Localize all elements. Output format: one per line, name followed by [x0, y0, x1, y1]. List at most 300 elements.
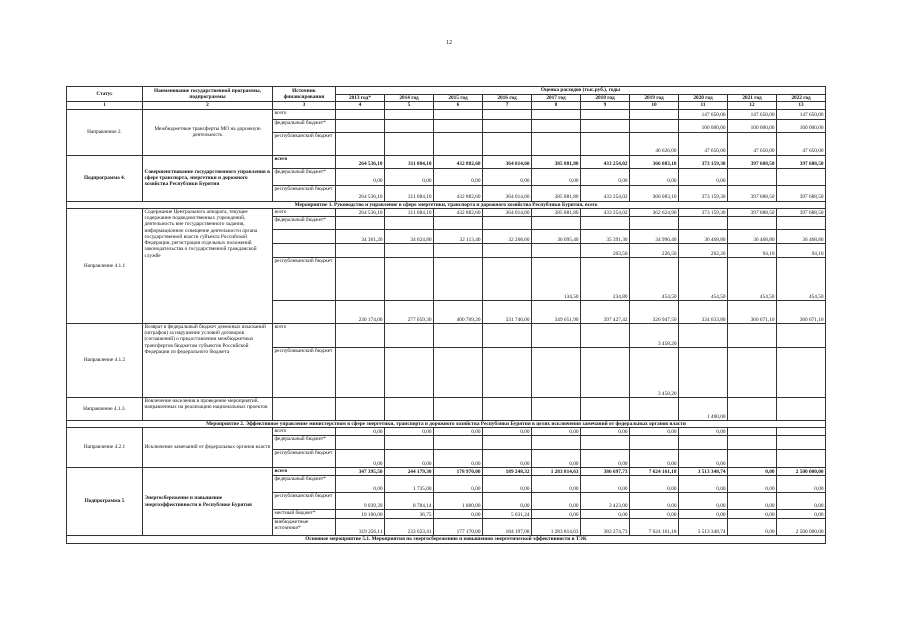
funding-source-cell: республиканский бюджет — [273, 347, 336, 397]
amount-cell: 0,00 — [385, 450, 434, 468]
amount-cell — [483, 347, 532, 397]
status-cell: Направление 2. — [67, 109, 143, 155]
amount-cell — [777, 436, 826, 450]
amount-cell: 36 468,80 — [728, 229, 777, 243]
amount-cell — [777, 323, 826, 347]
activity-heading: Мероприятие 1. Руководство и управление в сфере энергетики, транспорта и дорожного хозяйства Республики Бурятия, всего — [67, 201, 826, 208]
amount-cell — [483, 397, 532, 420]
amount-cell — [581, 436, 630, 450]
amount-cell: 47 650,00 — [728, 132, 777, 155]
amount-cell: 36 095,40 — [532, 229, 581, 243]
amount-cell: 36 468,80 — [679, 229, 728, 243]
amount-cell: 277 059,30 — [385, 300, 434, 323]
amount-cell: 0,00 — [532, 168, 581, 185]
amount-cell: 360 671,10 — [728, 300, 777, 323]
amount-cell — [483, 109, 532, 119]
amount-cell — [483, 119, 532, 132]
amount-cell: 432 882,60 — [434, 155, 483, 168]
amount-cell: 0,00 — [630, 510, 679, 519]
amount-cell — [581, 132, 630, 155]
funding-source-cell: республиканский бюджет — [273, 493, 336, 510]
activity-heading: Мероприятие 2. Эффективное управление министерством в сфере энергетики, транспорта и дорожного хозяйства Республики Бурятия в целях исключения замечаний от федеральных органов власти — [67, 420, 826, 427]
amount-cell: 264 536,10 — [336, 185, 385, 201]
budget-table-container — [66, 86, 825, 544]
amount-cell: 400 769,20 — [434, 300, 483, 323]
funding-source-cell: всего — [273, 468, 336, 476]
amount-cell: 9 039,39 — [336, 493, 385, 510]
status-cell: Направление 4.1.2 — [67, 323, 143, 397]
amount-cell: 1 735,00 — [385, 476, 434, 493]
amount-cell: 230 174,00 — [336, 300, 385, 323]
funding-source-cell — [273, 243, 336, 257]
funding-source-cell: всего — [273, 428, 336, 436]
amount-cell: 3 423,00 — [581, 493, 630, 510]
funding-source-cell: республиканский бюджет — [273, 132, 336, 155]
funding-source-cell: всего — [273, 109, 336, 119]
amount-cell: 433 254,02 — [581, 155, 630, 168]
amount-cell: 0,00 — [630, 476, 679, 493]
amount-cell: 35 391,30 — [581, 229, 630, 243]
amount-cell — [728, 428, 777, 436]
amount-cell: 366 083,10 — [630, 155, 679, 168]
amount-cell — [336, 257, 385, 300]
amount-cell — [679, 436, 728, 450]
header-year: 2022 год — [777, 95, 826, 102]
amount-cell: 0,00 — [434, 510, 483, 519]
funding-source-cell: федеральный бюджет* — [273, 216, 336, 229]
amount-cell — [581, 109, 630, 119]
amount-cell: 94,10 — [777, 243, 826, 257]
amount-cell — [777, 450, 826, 468]
funding-source-cell: федеральный бюджет* — [273, 476, 336, 493]
amount-cell: 0,00 — [532, 510, 581, 519]
amount-cell — [434, 243, 483, 257]
amount-cell: 0,00 — [483, 493, 532, 510]
amount-cell: 2 500 000,00 — [777, 468, 826, 476]
amount-cell: 373 159,30 — [679, 155, 728, 168]
amount-cell: 0,00 — [728, 493, 777, 510]
funding-source-cell — [273, 300, 336, 323]
amount-cell: 233 623,41 — [385, 519, 434, 536]
status-cell: Подпрограмма 5 — [67, 468, 143, 536]
amount-cell: 397 688,50 — [728, 185, 777, 201]
amount-cell: 397 688,50 — [777, 155, 826, 168]
amount-cell — [728, 216, 777, 229]
amount-cell: 7 624 161,18 — [630, 519, 679, 536]
column-number: 2 — [143, 102, 273, 109]
column-number: 10 — [630, 102, 679, 109]
amount-cell: 454,50 — [728, 257, 777, 300]
amount-cell: 3 458,20 — [630, 323, 679, 347]
amount-cell: 1 283 814,63 — [532, 519, 581, 536]
program-name-cell: Исключение замечаний от федеральных органов власти — [143, 428, 273, 468]
column-number: 3 — [273, 102, 336, 109]
column-number: 12 — [728, 102, 777, 109]
amount-cell — [483, 243, 532, 257]
header-year: 2016 год — [483, 95, 532, 102]
amount-cell: 364 014,60 — [483, 185, 532, 201]
amount-cell: 264 536,10 — [336, 155, 385, 168]
amount-cell: 46 626,00 — [630, 132, 679, 155]
amount-cell — [483, 257, 532, 300]
program-name-cell: Возврат в федеральный бюджет денежных взысканий (штрафов) за нарушение условий договоров (соглашений) о предоставлении межбюджетных трансфертов бюджетам субъектов Российской Федерации из федерального бюджета — [143, 323, 273, 397]
amount-cell: 366 083,10 — [630, 185, 679, 201]
amount-cell — [728, 323, 777, 347]
amount-cell: 0,00 — [434, 428, 483, 436]
amount-cell: 234,80 — [581, 257, 630, 300]
funding-source-cell — [273, 229, 336, 243]
amount-cell: 311 084,10 — [385, 185, 434, 201]
amount-cell — [581, 119, 630, 132]
amount-cell — [434, 347, 483, 397]
amount-cell — [434, 257, 483, 300]
amount-cell: 0,00 — [434, 450, 483, 468]
amount-cell — [728, 168, 777, 185]
amount-cell: 0,00 — [679, 510, 728, 519]
amount-cell: 454,50 — [630, 257, 679, 300]
funding-source-cell: федеральный бюджет* — [273, 436, 336, 450]
amount-cell: 0,00 — [777, 476, 826, 493]
amount-cell — [679, 347, 728, 397]
amount-cell: 2 500 000,00 — [777, 519, 826, 536]
amount-cell — [532, 109, 581, 119]
amount-cell: 0,00 — [630, 168, 679, 185]
column-number: 4 — [336, 102, 385, 109]
amount-cell — [483, 216, 532, 229]
amount-cell: 0,00 — [434, 168, 483, 185]
amount-cell: 100 000,00 — [728, 119, 777, 132]
funding-source-cell: республиканский бюджет — [273, 185, 336, 201]
header-year: 2018 год — [581, 95, 630, 102]
amount-cell: 397 688,50 — [777, 208, 826, 216]
amount-cell: 178 970,00 — [434, 468, 483, 476]
amount-cell: 373 159,30 — [679, 208, 728, 216]
column-number: 13 — [777, 102, 826, 109]
amount-cell — [630, 397, 679, 420]
amount-cell: 0,00 — [483, 450, 532, 468]
amount-cell — [336, 243, 385, 257]
table-row — [67, 109, 826, 119]
table-row — [67, 428, 826, 436]
amount-cell: 0,00 — [679, 168, 728, 185]
amount-cell: 397 688,50 — [777, 185, 826, 201]
amount-cell — [728, 436, 777, 450]
table-row — [67, 208, 826, 216]
amount-cell — [385, 132, 434, 155]
amount-cell: 432 882,60 — [434, 185, 483, 201]
amount-cell: 1 283 814,63 — [532, 468, 581, 476]
amount-cell — [434, 397, 483, 420]
column-number: 11 — [679, 102, 728, 109]
column-number: 8 — [532, 102, 581, 109]
amount-cell — [532, 216, 581, 229]
amount-cell: 0,00 — [630, 428, 679, 436]
amount-cell: 0,00 — [728, 468, 777, 476]
amount-cell — [630, 109, 679, 119]
amount-cell — [777, 168, 826, 185]
amount-cell: 0,00 — [483, 168, 532, 185]
amount-cell: 3 458,20 — [630, 347, 679, 397]
amount-cell: 203,50 — [581, 243, 630, 257]
amount-cell: 32 268,60 — [483, 229, 532, 243]
header-year: 2013 год* — [336, 95, 385, 102]
funding-source-cell: федеральный бюджет* — [273, 168, 336, 185]
amount-cell: 3 513 348,74 — [679, 468, 728, 476]
amount-cell — [679, 323, 728, 347]
amount-cell: 0,00 — [385, 168, 434, 185]
column-number: 9 — [581, 102, 630, 109]
amount-cell — [336, 119, 385, 132]
header-year: 2015 год — [434, 95, 483, 102]
amount-cell: 360 671,10 — [777, 300, 826, 323]
amount-cell: 433 254,02 — [581, 208, 630, 216]
amount-cell: 5 031,24 — [483, 510, 532, 519]
amount-cell: 1 800,00 — [434, 493, 483, 510]
amount-cell: 147 650,00 — [679, 109, 728, 119]
amount-cell — [728, 347, 777, 397]
amount-cell: 319 256,11 — [336, 519, 385, 536]
amount-cell: 134,50 — [532, 257, 581, 300]
header-year: 2017 год — [532, 95, 581, 102]
amount-cell: 373 159,30 — [679, 185, 728, 201]
column-number: 5 — [385, 102, 434, 109]
amount-cell: 397 688,50 — [728, 155, 777, 168]
amount-cell — [581, 347, 630, 397]
funding-source-cell: республиканский бюджет — [273, 257, 336, 300]
amount-cell — [728, 450, 777, 468]
activity-heading-row — [67, 420, 826, 427]
amount-cell — [385, 119, 434, 132]
amount-cell — [336, 397, 385, 420]
amount-cell: 202,20 — [679, 243, 728, 257]
program-name-cell: Содержание Центрального аппарата, текущее содержание подведомственных учреждений, деятельность вне государственного задания, информационное освещение деятельности органа государственной власти субъекта Российской Федерации, регистрация отдельных положений законодательства о государственной гражданской службе — [143, 208, 273, 323]
amount-cell: 331 746,00 — [483, 300, 532, 323]
amount-cell: 0,00 — [581, 428, 630, 436]
amount-cell: 36,75 — [385, 510, 434, 519]
amount-cell: 454,50 — [679, 257, 728, 300]
status-cell: Направление 4.2.1 — [67, 428, 143, 468]
amount-cell: 147 650,00 — [728, 109, 777, 119]
amount-cell: 364 014,60 — [483, 155, 532, 168]
amount-cell: 0,00 — [532, 450, 581, 468]
amount-cell: 385 881,80 — [532, 185, 581, 201]
amount-cell — [336, 347, 385, 397]
status-cell: Подпрограмма 4. — [67, 155, 143, 201]
amount-cell — [385, 216, 434, 229]
amount-cell: 0,00 — [336, 476, 385, 493]
amount-cell: 36 468,80 — [777, 229, 826, 243]
amount-cell: 0,00 — [581, 476, 630, 493]
amount-cell: 0,00 — [679, 493, 728, 510]
amount-cell: 19 100,00 — [336, 510, 385, 519]
amount-cell: 0,00 — [679, 476, 728, 493]
amount-cell — [777, 397, 826, 420]
funding-source-cell: местный бюджет* — [273, 510, 336, 519]
amount-cell: 177 170,00 — [434, 519, 483, 536]
header-funding-source: Источник финансирования — [273, 87, 336, 102]
amount-cell — [483, 323, 532, 347]
amount-cell: 0,00 — [434, 476, 483, 493]
amount-cell: 0,00 — [336, 428, 385, 436]
amount-cell — [434, 109, 483, 119]
column-number: 6 — [434, 102, 483, 109]
amount-cell: 433 254,02 — [581, 185, 630, 201]
amount-cell — [385, 347, 434, 397]
amount-cell: 385 881,80 — [532, 208, 581, 216]
column-number: 7 — [483, 102, 532, 109]
amount-cell: 0,00 — [385, 428, 434, 436]
amount-cell: 0,00 — [630, 450, 679, 468]
amount-cell — [532, 436, 581, 450]
amount-cell — [532, 132, 581, 155]
amount-cell: 34 361,20 — [336, 229, 385, 243]
amount-cell: 184 197,08 — [483, 519, 532, 536]
amount-cell: 383 274,73 — [581, 519, 630, 536]
amount-cell: 100 000,00 — [777, 119, 826, 132]
amount-cell: 100 000,00 — [679, 119, 728, 132]
amount-cell: 0,00 — [777, 493, 826, 510]
table-body — [67, 109, 826, 544]
amount-cell: 189 248,32 — [483, 468, 532, 476]
amount-cell — [385, 257, 434, 300]
amount-cell: 385 881,80 — [532, 155, 581, 168]
amount-cell: 244 179,30 — [385, 468, 434, 476]
amount-cell: 0,00 — [532, 476, 581, 493]
amount-cell: 7 624 161,18 — [630, 468, 679, 476]
amount-cell: 34 996,40 — [630, 229, 679, 243]
activity-heading-row — [67, 536, 826, 544]
header-year: 2020 год — [679, 95, 728, 102]
amount-cell: 386 697,73 — [581, 468, 630, 476]
table-row — [67, 397, 826, 420]
amount-cell — [630, 436, 679, 450]
amount-cell: 0,00 — [483, 476, 532, 493]
amount-cell: 0,00 — [581, 450, 630, 468]
amount-cell: 147 650,00 — [777, 109, 826, 119]
funding-source-cell: федеральный бюджет* — [273, 119, 336, 132]
amount-cell: 47 650,00 — [777, 132, 826, 155]
amount-cell — [679, 216, 728, 229]
amount-cell: 1 400,00 — [679, 397, 728, 420]
amount-cell — [728, 397, 777, 420]
amount-cell: 0,00 — [336, 168, 385, 185]
amount-cell — [483, 436, 532, 450]
amount-cell — [385, 243, 434, 257]
amount-cell — [630, 119, 679, 132]
activity-heading: Основное мероприятие 5.1. Мероприятия по энергосбережению и повышению энергетической эффективности в ТЭК — [67, 536, 826, 544]
amount-cell: 364 014,60 — [483, 208, 532, 216]
amount-cell: 397 427,42 — [581, 300, 630, 323]
amount-cell: 3 513 348,74 — [679, 519, 728, 536]
amount-cell — [336, 216, 385, 229]
program-name-cell: Энергосбережение и повышение энергоэффективности в Республике Бурятия — [143, 468, 273, 536]
amount-cell — [532, 347, 581, 397]
funding-source-cell: республиканский бюджет — [273, 450, 336, 468]
amount-cell: 397 688,50 — [728, 208, 777, 216]
amount-cell — [483, 132, 532, 155]
amount-cell — [385, 397, 434, 420]
amount-cell — [777, 428, 826, 436]
amount-cell: 362 624,90 — [630, 208, 679, 216]
amount-cell: 94,10 — [728, 243, 777, 257]
amount-cell: 454,50 — [777, 257, 826, 300]
funding-source-cell: всего — [273, 155, 336, 168]
amount-cell: 0,00 — [336, 450, 385, 468]
amount-cell: 8 784,14 — [385, 493, 434, 510]
amount-cell — [385, 323, 434, 347]
amount-cell: 264 536,10 — [336, 208, 385, 216]
header-program-name: Наименование государственной программы, подпрограммы — [143, 87, 273, 102]
amount-cell: 0,00 — [728, 476, 777, 493]
header-status: Статус — [67, 87, 143, 102]
amount-cell — [630, 216, 679, 229]
amount-cell — [434, 119, 483, 132]
amount-cell: 311 084,10 — [385, 208, 434, 216]
amount-cell — [385, 436, 434, 450]
amount-cell — [336, 436, 385, 450]
amount-cell: 0,00 — [728, 510, 777, 519]
header-year: 2014 год — [385, 95, 434, 102]
header-year: 2021 год — [728, 95, 777, 102]
funding-source-cell: всего — [273, 323, 336, 347]
amount-cell — [336, 132, 385, 155]
page-number: 12 — [446, 40, 452, 46]
amount-cell: 47 650,00 — [679, 132, 728, 155]
amount-cell — [581, 397, 630, 420]
funding-source-cell: внебюджетные источники* — [273, 519, 336, 536]
amount-cell — [385, 109, 434, 119]
column-number: 1 — [67, 102, 143, 109]
program-name-cell: Совершенствование государственного управления в сфере транспорта, энергетики и дорожного хозяйства Республики Бурятия — [143, 155, 273, 201]
amount-cell — [532, 119, 581, 132]
amount-cell: 32 113,40 — [434, 229, 483, 243]
activity-heading-row — [67, 201, 826, 208]
table-row — [67, 323, 826, 347]
amount-cell: 311 084,10 — [385, 155, 434, 168]
amount-cell — [777, 216, 826, 229]
amount-cell — [581, 323, 630, 347]
amount-cell: 0,00 — [679, 428, 728, 436]
amount-cell: 326 947,50 — [630, 300, 679, 323]
amount-cell: 226,50 — [630, 243, 679, 257]
amount-cell — [532, 243, 581, 257]
amount-cell: 0,00 — [532, 428, 581, 436]
header-cost-estimate: Оценка расходов (тыс.руб.), годы — [336, 87, 826, 95]
table-row — [67, 155, 826, 168]
program-name-cell: Межбюджетные трансферты МО на дорожную деятельность — [143, 109, 273, 155]
amount-cell: 334 633,80 — [679, 300, 728, 323]
status-cell: Направление 4.1.1 — [67, 208, 143, 323]
amount-cell: 349 651,90 — [532, 300, 581, 323]
funding-source-cell: всего — [273, 208, 336, 216]
amount-cell: 0,00 — [483, 428, 532, 436]
funding-source-cell — [273, 397, 336, 420]
status-cell: Направление 4.1.3. — [67, 397, 143, 420]
amount-cell: 34 024,80 — [385, 229, 434, 243]
amount-cell — [336, 323, 385, 347]
amount-cell: 347 395,50 — [336, 468, 385, 476]
amount-cell: 0,00 — [728, 519, 777, 536]
amount-cell — [532, 397, 581, 420]
table-row — [67, 468, 826, 476]
amount-cell — [434, 216, 483, 229]
budget-estimate-table — [66, 86, 826, 544]
program-name-cell: Вовлечение населения в проведение мероприятий, направленных на реализацию национальных проектов — [143, 397, 273, 420]
amount-cell: 0,00 — [679, 450, 728, 468]
amount-cell: 432 882,60 — [434, 208, 483, 216]
amount-cell: 0,00 — [581, 510, 630, 519]
amount-cell — [532, 323, 581, 347]
